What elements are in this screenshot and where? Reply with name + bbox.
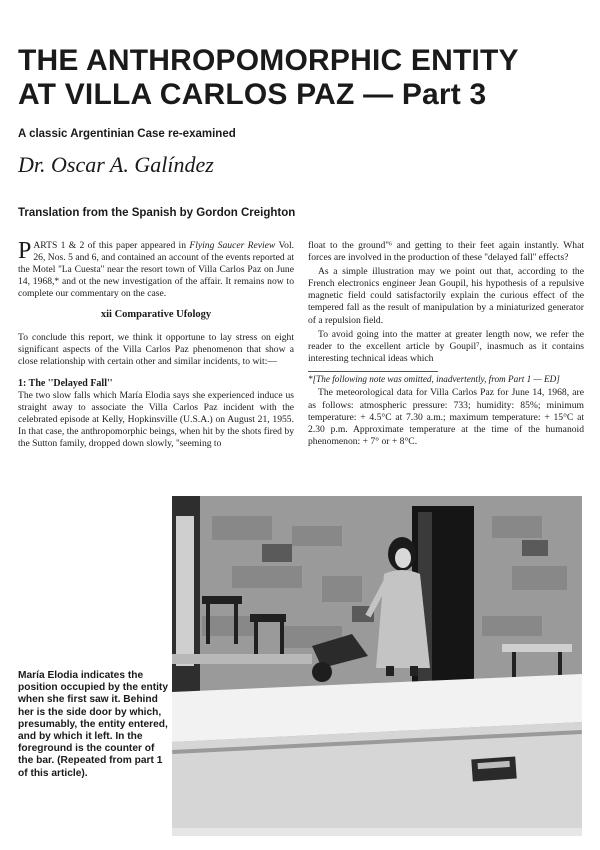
intro-tail: Vol. 26, Nos. 5 and 6, and contained an account of the events reported at the Motel ''La Cuesta'' near the resort town of Villa Carlos Paz on June 14, 1968,* and ot the new investigation of the affair. It remains now to complete our commentary on the case.	[18, 240, 295, 300]
body-paragraph: As a simple illustration may we point out that, according to the French electronics engineer Jean Goupil, his hypothesis of a repulsive magnetic field could satisfactorily explain the curious effect of the tempered fall as the result of manipulation by a miniaturized generator of a repulsion field.	[308, 266, 584, 326]
article-subtitle: A classic Argentinian Case re-examined	[18, 128, 236, 140]
footnote-rule	[308, 371, 438, 372]
body-paragraph: float to the ground''⁶ and getting to their feet again instantly. What forces are involved in the production of these ''delayed fall'' effects?	[308, 240, 584, 264]
title-line-2: AT VILLA CARLOS PAZ — Part 3	[18, 78, 487, 111]
drop-cap: P	[18, 238, 32, 264]
body-paragraph: The meteorological data for Villa Carlos Paz for June 14, 1968, are as follows: atmospheric pressure: 733; humidity: 85%; minimum temperature: + 4.5°C at 7.30 a.m.; maximum temperature: + 15°C at 2.30 p.m. Approximate temperature at the time of the humanoid phenomenon: + 7° or + 8°C.	[308, 387, 584, 447]
photo-caption: María Elodia indicates the position occupied by the entity when she first saw it. Behind her is the side door by which, presumably, the entity entered, and by which it left. In the foreground is the counter of the bar. (Repeated from part 1 of this article).	[18, 670, 168, 779]
right-column	[308, 240, 584, 450]
journal-name: Flying Saucer Review	[189, 240, 276, 251]
subheading-delayed-fall: 1: The ''Delayed Fall''	[18, 377, 113, 389]
author-name: Dr. Oscar A. Galíndez	[18, 152, 214, 177]
body-paragraph: The two slow falls which María Elodia says she experienced induce us straight away to associate the Villa Carlos Paz incident with the celebrated episode at Kelly, Hopkinsville (U.S.A.) on August 21, 1955. In that case, the anthropomorphic beings, when hit by the shots fired by the Sutton family, dropped down slowly, ''seeming to	[18, 389, 294, 450]
editor-footnote: *[The following note was omitted, inadvertently, from Part 1 — ED]	[308, 373, 560, 384]
article-title	[18, 44, 588, 112]
bar-photograph	[172, 496, 582, 836]
intro-text: ARTS 1 & 2 of this paper appeared in	[33, 240, 190, 251]
translator-credit: Translation from the Spanish by Gordon Creighton	[18, 207, 296, 219]
left-column	[18, 240, 294, 452]
body-paragraph: To conclude this report, we think it opportune to lay stress on eight significant aspects of the Villa Carlos Paz phenomenon that show a close relationship with certain other and similar incidents, to wit:—	[18, 331, 294, 367]
intro-paragraph	[18, 240, 294, 300]
body-paragraph: To avoid going into the matter at greater length now, we refer the reader to the excellent article by Goupil⁷, inasmuch as it contains interesting technical ideas which	[308, 328, 584, 364]
section-heading: xii Comparative Ufology	[100, 309, 212, 321]
title-line-1: THE ANTHROPOMORPHIC ENTITY	[18, 44, 519, 77]
